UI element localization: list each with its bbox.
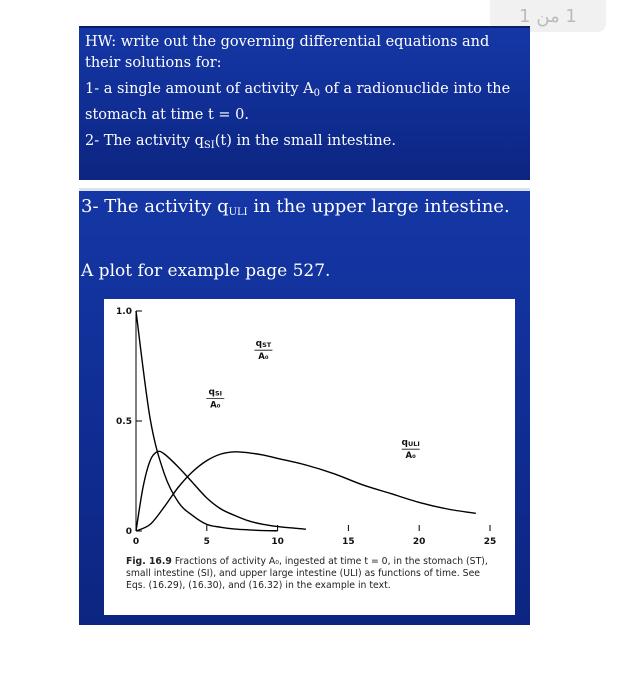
series-line-uli <box>136 452 476 531</box>
x-tick-label-10: 10 <box>271 537 284 547</box>
series-label-den-uli: A₀ <box>405 451 416 462</box>
item1-text-b: of a radionuclide into the stomach at time t = 0. <box>85 81 511 123</box>
series-label-sub-si: SI <box>214 389 223 398</box>
item3-text-a: 3- The activity q <box>81 196 229 217</box>
y-tick-label-0: 0 <box>125 527 132 537</box>
homework-item-3 <box>81 196 510 218</box>
slide-divider <box>79 188 530 191</box>
activity-chart <box>104 299 515 549</box>
plot-slide <box>79 188 530 625</box>
y-tick-label-0.5: 0.5 <box>116 417 132 427</box>
item2-text-b: (t) in the small intestine. <box>214 133 396 150</box>
series-label-sub-st: ST <box>262 341 272 350</box>
page-counter-badge: 1 من 1 <box>490 0 606 32</box>
item2-subscript: SI <box>203 140 215 152</box>
x-tick-label-25: 25 <box>483 537 497 547</box>
plot-reference: A plot for example page 527. <box>81 261 331 281</box>
homework-item-2 <box>85 131 525 157</box>
series-label-sub-uli: ULI <box>408 440 420 449</box>
x-tick-label-5: 5 <box>203 537 210 547</box>
figure-caption <box>126 556 496 592</box>
homework-text <box>85 32 525 157</box>
figure-label: Fig. 16.9 <box>126 556 172 567</box>
x-tick-label-15: 15 <box>342 537 355 547</box>
item1-text-a: 1- a single amount of activity A <box>85 81 314 98</box>
caption-text: Fractions of activity A₀, ingested at time t = 0, in the stomach (ST), small intestine (SI), and upper large intestine (ULI) as functions of time. See Eqs. (16.29), (16.30), and (16.32) in the example in text. <box>126 556 488 591</box>
series-label-num-st: qST <box>255 339 272 350</box>
series-label-num-si: qSI <box>208 387 223 398</box>
homework-item-1 <box>85 79 525 125</box>
y-tick-label-1: 1.0 <box>116 307 132 317</box>
item3-subscript: ULI <box>228 207 248 218</box>
item2-text-a: 2- The activity q <box>85 133 204 150</box>
series-label-den-si: A₀ <box>210 400 221 411</box>
item3-text-b: in the upper large intestine. <box>247 196 510 217</box>
series-label-den-st: A₀ <box>258 352 269 363</box>
x-tick-label-0: 0 <box>132 537 140 547</box>
figure-panel <box>104 299 515 615</box>
homework-intro: HW: write out the governing differential equations and their solutions for: <box>85 34 490 71</box>
homework-slide <box>79 26 530 180</box>
series-label-num-uli: qULI <box>401 438 420 449</box>
x-tick-label-20: 20 <box>412 537 426 547</box>
item1-subscript: 0 <box>313 88 320 100</box>
